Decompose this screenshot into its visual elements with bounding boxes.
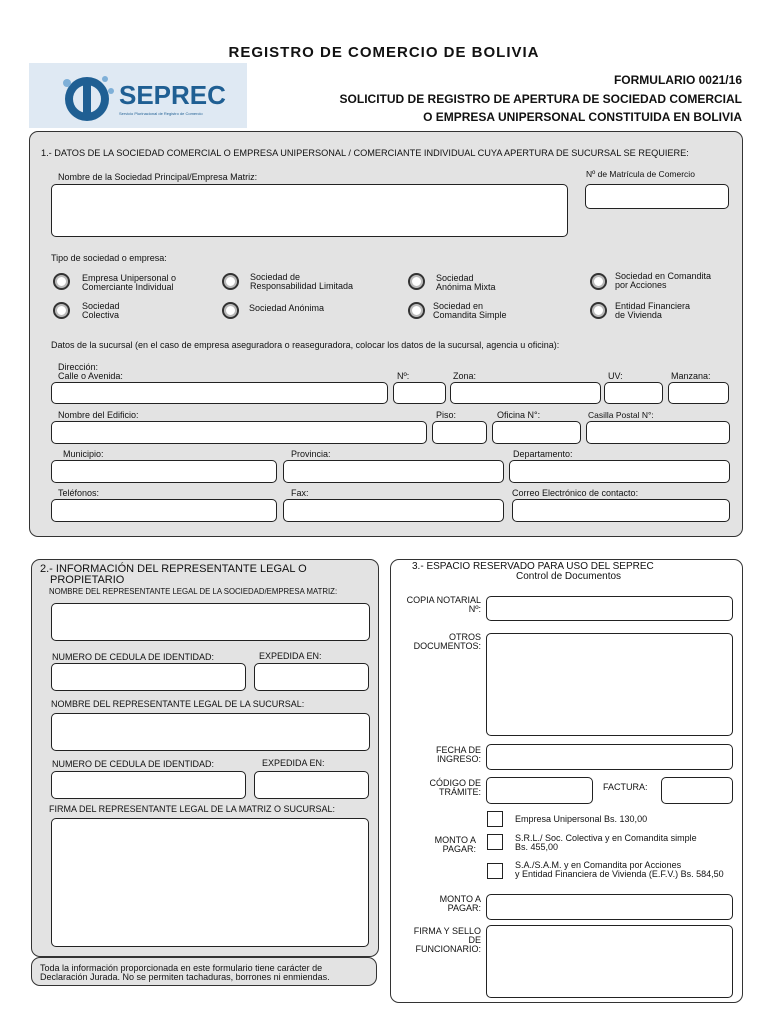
option-label: Anónima Mixta: [436, 282, 496, 292]
firma-funcionario-area[interactable]: [486, 925, 733, 998]
option-label: de Vivienda: [615, 310, 662, 320]
option-label: por Acciones: [615, 280, 667, 290]
option-label: Comandita Simple: [433, 310, 507, 320]
section1-title: 1.- DATOS DE LA SOCIEDAD COMERCIAL O EMPRESA UNIPERSONAL / COMERCIANTE INDIVIDUAL CUYA APERTURA DE SUCURSAL SE REQUIERE:: [41, 148, 689, 158]
fee3-label: y Entidad Financiera de Vivienda (E.F.V.) Bs. 584,50: [515, 869, 724, 879]
oficina-label: Oficina N°:: [497, 410, 541, 420]
casilla-label: Casilla Postal N°:: [588, 410, 654, 420]
firma-rep-area[interactable]: [51, 818, 369, 947]
option-label: Empresa Unipersonal o: [82, 273, 177, 283]
copia-input[interactable]: [486, 596, 733, 621]
monto2-label: PAGAR:: [447, 903, 481, 913]
section2-title-line1: 2.- INFORMACIÓN DEL REPRESENTANTE LEGAL O: [40, 563, 307, 575]
departamento-input[interactable]: [509, 460, 730, 483]
logo-emblem-icon: [53, 69, 123, 125]
fax-label: Fax:: [291, 488, 309, 498]
fax-input[interactable]: [283, 499, 504, 522]
codigo-label: CÓDIGO DE: [429, 778, 481, 788]
firma-rep-label: FIRMA DEL REPRESENTANTE LEGAL DE LA MATRIZ O SUCURSAL:: [49, 804, 336, 814]
monto2-label: MONTO A: [439, 894, 481, 904]
rep-matriz-input[interactable]: [51, 603, 370, 641]
otros-input[interactable]: [486, 633, 733, 736]
declaration-box: [31, 957, 377, 986]
option-label: Sociedad: [436, 273, 474, 283]
otros-label: DOCUMENTOS:: [413, 641, 481, 651]
manzana-label: Manzana:: [671, 371, 711, 381]
piso-label: Piso:: [436, 410, 457, 420]
radio-comandita-acciones[interactable]: [590, 273, 607, 290]
edificio-input[interactable]: [51, 421, 427, 444]
section3-subtitle: Control de Documentos: [516, 571, 622, 582]
option-label: Sociedad: [82, 301, 120, 311]
manzana-input[interactable]: [668, 382, 729, 404]
otros-label: OTROS: [448, 632, 481, 642]
tipo-label: Tipo de sociedad o empresa:: [51, 253, 167, 263]
principal-name-input[interactable]: [51, 184, 568, 237]
correo-label: Correo Electrónico de contacto:: [512, 488, 639, 498]
rep-sucursal-label: NOMBRE DEL REPRESENTANTE LEGAL DE LA SUCURSAL:: [51, 699, 305, 709]
fecha-label: FECHA DE: [435, 745, 481, 755]
option-label: Responsabilidad Limitada: [250, 281, 354, 291]
fecha-label: INGRESO:: [436, 754, 481, 764]
cedula2-input[interactable]: [51, 771, 246, 799]
option-label: Sociedad en Comandita: [615, 271, 712, 281]
section2-panel: [31, 559, 379, 957]
casilla-input[interactable]: [586, 421, 730, 444]
cedula1-label: NUMERO DE CEDULA DE IDENTIDAD:: [52, 652, 215, 662]
provincia-input[interactable]: [283, 460, 504, 483]
logo-subtext: Servicio Plurinacional de Registro de Comercio: [119, 111, 203, 116]
factura-input[interactable]: [661, 777, 733, 804]
expedida2-input[interactable]: [254, 771, 369, 799]
matricula-label: Nº de Matrícula de Comercio: [586, 169, 695, 179]
fee3-checkbox[interactable]: [487, 863, 503, 879]
main-title: REGISTRO DE COMERCIO DE BOLIVIA: [228, 44, 540, 61]
provincia-label: Provincia:: [291, 449, 331, 459]
radio-entidad-financiera[interactable]: [590, 302, 607, 319]
uv-input[interactable]: [604, 382, 663, 404]
fee2-label: Bs. 455,00: [515, 842, 559, 852]
municipio-label: Municipio:: [63, 449, 104, 459]
declaration-line2: Declaración Jurada. No se permiten tachaduras, borrones ni enmiendas.: [40, 972, 330, 982]
rep-sucursal-input[interactable]: [51, 713, 370, 751]
fee2-label: S.R.L./ Soc. Colectiva y en Comandita simple: [515, 833, 697, 843]
oficina-input[interactable]: [492, 421, 581, 444]
section3-panel: [390, 559, 743, 1003]
firma-funcionario-label: DE: [468, 935, 481, 945]
fee1-checkbox[interactable]: [487, 811, 503, 827]
form-number: FORMULARIO 0021/16: [613, 73, 742, 87]
option-label: Comerciante Individual: [82, 282, 174, 292]
zona-label: Zona:: [453, 371, 477, 381]
sucursal-label: Datos de la sucursal (en el caso de empresa aseguradora o reaseguradora, colocar los datos de la sucursal, agencia u oficina):: [51, 340, 560, 350]
matricula-input[interactable]: [585, 184, 729, 209]
numero-input[interactable]: [393, 382, 446, 404]
correo-input[interactable]: [512, 499, 730, 522]
monto-input[interactable]: [486, 894, 733, 920]
monto-label: PAGAR:: [442, 844, 476, 854]
numero-label: Nº:: [397, 371, 410, 381]
option-label: Entidad Financiera: [615, 301, 691, 311]
uv-label: UV:: [608, 371, 623, 381]
radio-comandita-simple[interactable]: [408, 302, 425, 319]
radio-srl[interactable]: [222, 273, 239, 290]
fee2-checkbox[interactable]: [487, 834, 503, 850]
cedula1-input[interactable]: [51, 663, 246, 691]
option-label: Sociedad de: [250, 272, 301, 282]
expedida2-label: EXPEDIDA EN:: [262, 758, 325, 768]
departamento-label: Departamento:: [513, 449, 573, 459]
calle-input[interactable]: [51, 382, 388, 404]
zona-input[interactable]: [450, 382, 601, 404]
codigo-label: TRÁMITE:: [439, 787, 481, 797]
section3-title: 3.- ESPACIO RESERVADO PARA USO DEL SEPREC: [412, 561, 654, 572]
edificio-label: Nombre del Edificio:: [58, 410, 139, 420]
fee3-label: S.A./S.A.M. y en Comandita por Acciones: [515, 860, 682, 870]
copia-label: COPIA NOTARIAL: [406, 595, 481, 605]
principal-label: Nombre de la Sociedad Principal/Empresa Matriz:: [58, 172, 258, 182]
calle-label: Calle o Avenida:: [58, 371, 123, 381]
option-label: Sociedad Anónima: [249, 303, 325, 313]
expedida1-label: EXPEDIDA EN:: [259, 651, 322, 661]
direccion-label: Dirección:: [58, 362, 99, 372]
firma-funcionario-label: FUNCIONARIO:: [415, 944, 481, 954]
codigo-input[interactable]: [486, 777, 593, 804]
copia-label: Nº:: [468, 604, 481, 614]
fee1-label: Empresa Unipersonal Bs. 130,00: [515, 814, 648, 824]
radio-sam[interactable]: [408, 273, 425, 290]
factura-label: FACTURA:: [603, 782, 648, 792]
seprec-logo: [29, 63, 247, 128]
section1-panel: [29, 131, 743, 537]
cedula2-label: NUMERO DE CEDULA DE IDENTIDAD:: [52, 759, 215, 769]
expedida1-input[interactable]: [254, 663, 369, 691]
telefonos-label: Teléfonos:: [58, 488, 100, 498]
firma-funcionario-label: FIRMA Y SELLO: [413, 926, 481, 936]
radio-colectiva[interactable]: [53, 302, 70, 319]
logo-text: SEPREC: [119, 80, 226, 110]
section2-title-line2: PROPIETARIO: [50, 574, 125, 586]
option-label: Colectiva: [82, 310, 120, 320]
fecha-input[interactable]: [486, 744, 733, 770]
radio-empresa-unipersonal[interactable]: [53, 273, 70, 290]
radio-anonima[interactable]: [222, 302, 239, 319]
rep-matriz-label: NOMBRE DEL REPRESENTANTE LEGAL DE LA SOCIEDAD/EMPRESA MATRIZ:: [49, 587, 338, 596]
monto-label: MONTO A: [434, 835, 476, 845]
declaration-line1: Toda la información proporcionada en este formulario tiene carácter de: [40, 963, 323, 973]
piso-input[interactable]: [432, 421, 487, 444]
telefonos-input[interactable]: [51, 499, 277, 522]
subtitle-line1: SOLICITUD DE REGISTRO DE APERTURA DE SOCIEDAD COMERCIAL: [339, 92, 742, 106]
option-label: Sociedad en: [433, 301, 484, 311]
subtitle-line2: O EMPRESA UNIPERSONAL CONSTITUIDA EN BOLIVIA: [423, 110, 742, 124]
municipio-input[interactable]: [51, 460, 277, 483]
